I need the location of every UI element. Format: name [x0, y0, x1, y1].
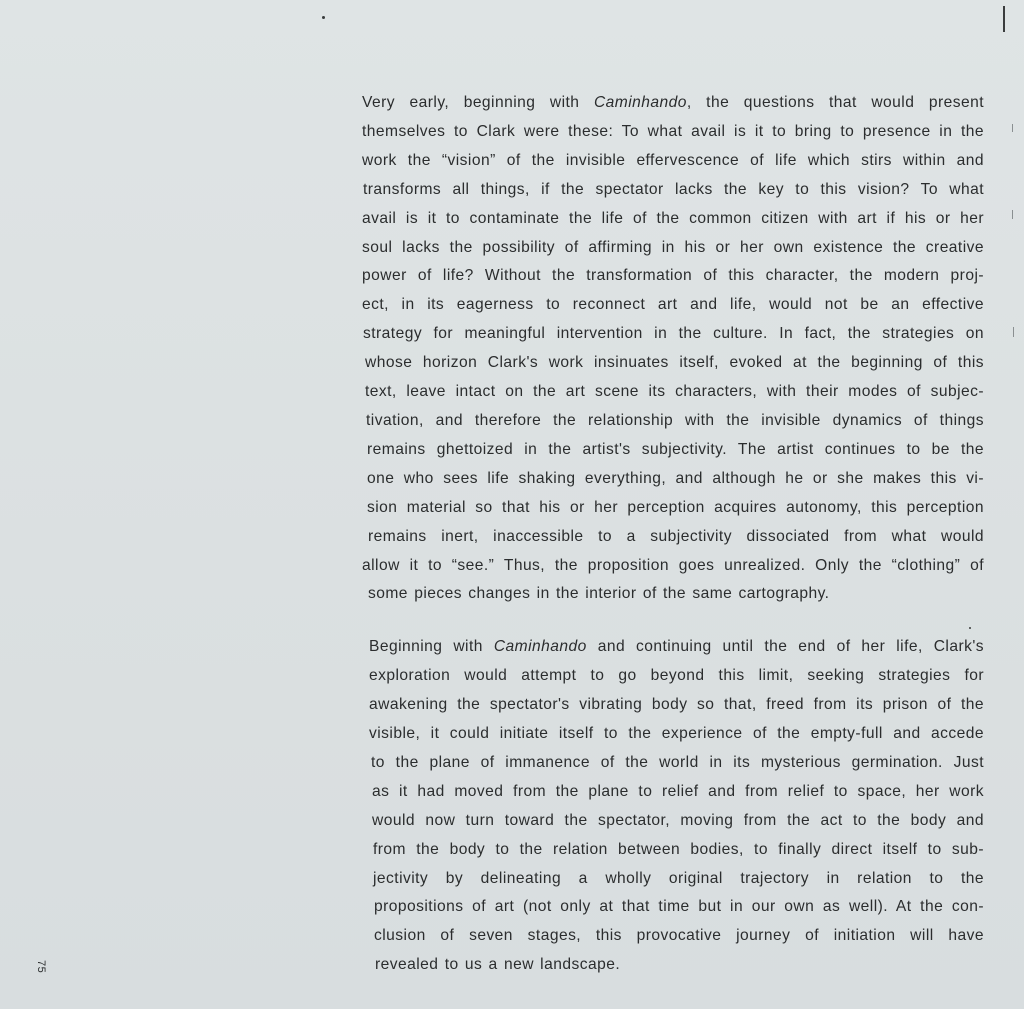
text-segment: tivation, and therefore the relationship with the invisible dynamics of things	[366, 411, 984, 429]
text-segment: propositions of art (not only at that time but in our own as well). At the con-	[374, 898, 984, 916]
body-text	[362, 89, 984, 980]
text-segment: ect, in its eagerness to reconnect art and life, would not be an effective	[362, 296, 984, 314]
paragraph-1	[362, 89, 984, 609]
text-line	[369, 720, 984, 749]
text-segment: clusion of seven stages, this provocative journey of initiation will have	[374, 927, 984, 945]
text-segment: and continuing until the end of her life, Clark's	[586, 638, 985, 656]
text-line	[362, 89, 984, 118]
text-line	[362, 291, 984, 320]
text-segment: from the body to the relation between bodies, to finally direct itself to sub-	[373, 840, 984, 858]
text-segment: jectivity by delineating a wholly original trajectory in relation to the	[373, 869, 984, 887]
text-line	[369, 893, 984, 922]
text-line	[369, 865, 984, 894]
text-segment: visible, it could initiate itself to the experience of the empty-full and accede	[369, 725, 984, 743]
text-segment: soul lacks the possibility of affirming in his or her own existence the creative	[362, 238, 984, 256]
text-line	[362, 176, 984, 205]
text-segment: transforms all things, if the spectator lacks the key to this vision? To what	[363, 180, 984, 198]
text-segment: allow it to “see.” Thus, the proposition goes unrealized. Only the “clothing” of	[362, 556, 984, 574]
margin-mark	[1012, 124, 1013, 132]
text-line	[369, 778, 984, 807]
text-line	[362, 320, 984, 349]
text-segment: whose horizon Clark's work insinuates itself, evoked at the beginning of this	[365, 354, 984, 372]
text-line	[369, 807, 984, 836]
text-segment: some pieces changes in the interior of the same cartography.	[368, 585, 830, 603]
text-segment: sion material so that his or her perception acquires autonomy, this perception	[367, 498, 984, 516]
italic-title: Caminhando	[493, 638, 587, 656]
text-segment: remains ghettoized in the artist's subjectivity. The artist continues to be the	[367, 440, 984, 458]
text-line	[362, 234, 984, 263]
text-segment: , the questions that would present	[686, 94, 984, 111]
text-segment: strategy for meaningful intervention in the culture. In fact, the strategies on	[363, 325, 984, 343]
text-line	[369, 633, 984, 662]
page-number: 75	[35, 960, 47, 974]
text-segment: remains inert, inaccessible to a subjectivity dissociated from what would	[368, 527, 984, 545]
text-line	[369, 922, 984, 951]
text-segment: avail is it to contaminate the life of the common citizen with art if his or her	[362, 209, 984, 227]
text-segment: awakening the spectator's vibrating body so that, freed from its prison of the	[369, 696, 984, 714]
text-line	[362, 349, 984, 378]
text-line	[362, 465, 984, 494]
text-segment: Very early, beginning with	[362, 94, 594, 111]
text-line	[362, 436, 984, 465]
text-line	[369, 749, 984, 778]
text-segment: Beginning with	[369, 638, 494, 656]
text-line	[369, 691, 984, 720]
text-line	[362, 378, 984, 407]
text-line	[369, 662, 984, 691]
edge-mark	[1003, 6, 1005, 32]
text-line	[362, 580, 984, 609]
text-line	[362, 407, 984, 436]
text-segment: themselves to Clark were these: To what avail is it to bring to presence in the	[362, 122, 984, 140]
text-segment: as it had moved from the plane to relief and from relief to space, her work	[372, 782, 984, 800]
text-line	[362, 147, 984, 176]
text-segment: to the plane of immanence of the world in its mysterious germination. Just	[371, 753, 984, 771]
text-segment: one who sees life shaking everything, and although he or she makes this vi-	[367, 469, 984, 487]
text-line	[369, 951, 984, 980]
margin-mark	[1013, 327, 1014, 337]
text-line	[362, 552, 984, 581]
margin-mark	[1012, 210, 1013, 219]
text-line	[362, 262, 984, 291]
text-segment: exploration would attempt to go beyond this limit, seeking strategies for	[369, 667, 984, 685]
text-segment: work the “vision” of the invisible effervescence of life which stirs within and	[362, 151, 984, 169]
text-segment: text, leave intact on the art scene its characters, with their modes of subjec-	[365, 383, 984, 401]
text-line	[362, 118, 984, 147]
italic-title: Caminhando	[593, 94, 687, 111]
text-line	[369, 836, 984, 865]
text-line	[362, 205, 984, 234]
text-segment: power of life? Without the transformation of this character, the modern proj-	[362, 267, 984, 285]
ink-speck	[322, 16, 325, 19]
text-line	[362, 523, 984, 552]
text-line	[362, 494, 984, 523]
text-segment: revealed to us a new landscape.	[375, 956, 621, 974]
text-segment: would now turn toward the spectator, moving from the act to the body and	[372, 811, 984, 829]
paragraph-2	[362, 633, 984, 980]
